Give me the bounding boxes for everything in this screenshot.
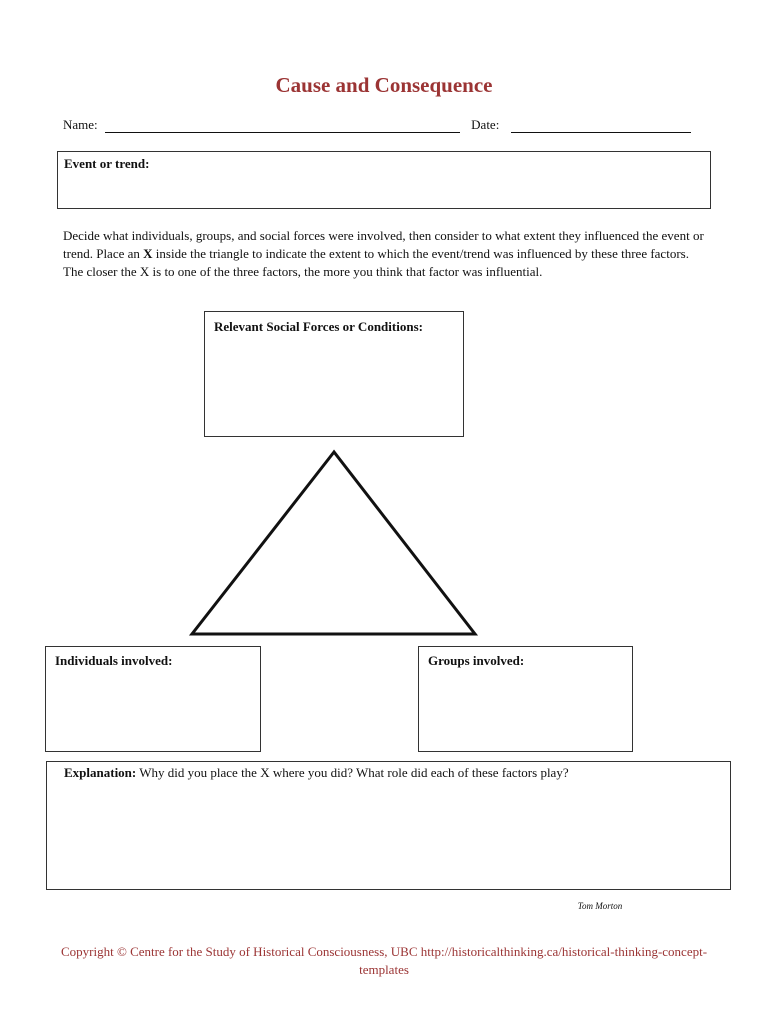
explanation-prompt: Why did you place the X where you did? What role did each of these factors play? [139, 765, 569, 780]
instructions-text-2: inside the triangle to indicate the extent to which the event/trend was influenced by these three factors. The closer the X is to one of the three factors, the more you think that factor was influential. [63, 246, 689, 279]
event-box[interactable] [57, 151, 711, 209]
date-field[interactable] [511, 119, 691, 133]
groups-box[interactable] [418, 646, 633, 752]
instructions [63, 227, 711, 281]
influence-triangle[interactable] [186, 446, 482, 640]
page-title: Cause and Consequence [275, 73, 493, 97]
social-forces-label: Relevant Social Forces or Conditions: [214, 319, 423, 334]
author-credit: Tom Morton [577, 901, 623, 911]
date-label: Date: [471, 117, 500, 132]
copyright-notice: Copyright © Centre for the Study of Historical Consciousness, UBC http://historicalthinking.ca/historical-thinking-concept-templates [60, 944, 708, 977]
name-label: Name: [63, 117, 98, 132]
individuals-label: Individuals involved: [55, 653, 173, 668]
individuals-box[interactable] [45, 646, 261, 752]
name-date-row [63, 117, 691, 133]
groups-label: Groups involved: [428, 653, 525, 668]
explanation-label: Explanation: [64, 765, 137, 780]
event-label: Event or trend: [64, 156, 150, 171]
explanation-heading [64, 765, 569, 781]
name-field[interactable] [105, 119, 460, 133]
instructions-text-1: Decide what individuals, groups, and social forces were involved, then consider to what extent they influenced the event or trend. Place an [63, 228, 704, 261]
triangle-shape[interactable] [192, 452, 475, 634]
explanation-box[interactable] [46, 761, 731, 890]
social-forces-box[interactable] [204, 311, 464, 437]
instructions-x: X [143, 246, 153, 261]
